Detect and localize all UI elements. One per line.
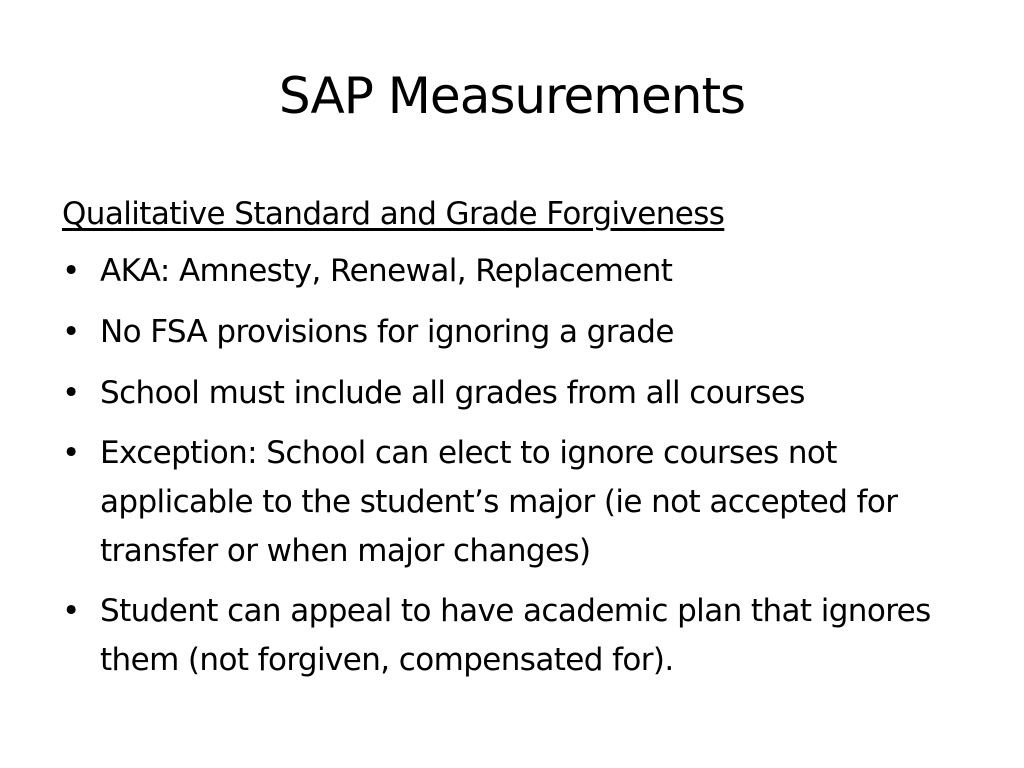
bullet-list [62,246,982,685]
bullet-item [62,587,982,685]
slide-title: SAP Measurements [278,67,746,125]
bullet-item [62,246,982,296]
bullet-text: No FSA provisions for ignoring a grade [100,314,674,350]
bullet-dot-icon: • [62,593,80,629]
bullet-text: Student can appeal to have academic plan that ignores them (not forgiven, compensated for). [100,593,931,678]
bullet-dot-icon: • [62,435,80,471]
bullet-item [62,307,982,357]
slide-content [62,192,982,696]
bullet-dot-icon: • [62,253,80,289]
bullet-item [62,429,982,576]
bullet-text: AKA: Amnesty, Renewal, Replacement [100,253,673,289]
bullet-text: Exception: School can elect to ignore courses not applicable to the student’s major (ie not accepted for transfer or when major changes) [100,435,898,569]
bullet-dot-icon: • [62,375,80,411]
section-subheading: Qualitative Standard and Grade Forgiveness [62,196,725,232]
bullet-item [62,368,982,418]
bullet-dot-icon: • [62,314,80,350]
bullet-text: School must include all grades from all courses [100,375,805,411]
